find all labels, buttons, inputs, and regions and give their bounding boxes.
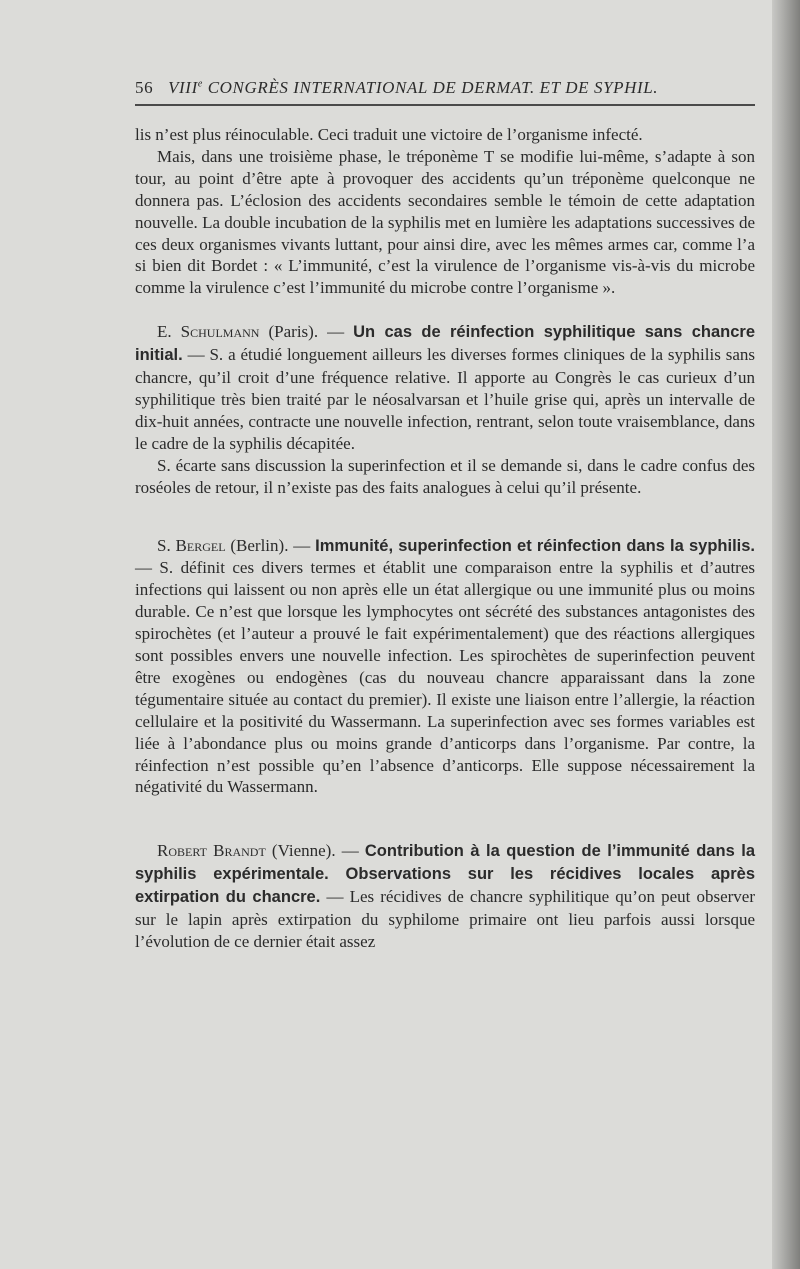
author-place: (Berlin). — (225, 535, 316, 555)
header-rule (135, 104, 755, 106)
running-title-sup: e (197, 78, 203, 90)
abstract-text: — Les récidives de chancre syphilitique qu’on peut observer sur le lapin après extirpation du syphilome primaire ont lieu parfois aussi lorsque l’évolution de ce dernier était assez (135, 887, 756, 951)
paragraph-continued: lis n’est plus réinoculable. Ceci traduit une victoire de l’organisme infecté. (135, 125, 643, 144)
abstract-title: Contribution à la question de l’immunité dans la syphilis expérimentale. Observations sur les récidives locales après extirpation du chancre. (135, 842, 755, 907)
author-name: Schulmann (180, 322, 260, 342)
author-place: (Paris). — (259, 322, 354, 342)
page-edge-shadow (772, 0, 800, 1269)
abstract-schulmann-cont: S. écarte sans discussion la superinfection et il se demande si, dans le cadre confus des roséoles de retour, il n’existe pas des faits analogues à celui qu’il présente. (135, 455, 755, 497)
running-title-rest: CONGRÈS INTERNATIONAL DE DERMAT. ET DE SYPHIL. (202, 78, 659, 97)
abstract-text: — S. a étudié longuement ailleurs les diverses formes cliniques de la syphilis sans chancre, qu’il croit d’une fréquence relative. Il apporte au Congrès le cas curieux d’un syphilitique très bien traité par le néosalvarsan et l’huile grise qui, après un intervalle de dix-huit années, contracte une nouvelle infection, rentrant, selon toute vraisemblance, dans le cadre de la syphilis décapitée. (135, 345, 755, 453)
abstract-bergel (135, 535, 755, 799)
author-initial: S. (157, 535, 176, 555)
paragraph-bordet: Mais, dans une troisième phase, le tréponème T se modifie lui-même, s’adapte à son tour, au point d’être apte à provoquer des accidents qu’un tréponème quelconque ne donnera pas. L’éclosion des accidents secondaires semble le témoin de cette adaptation nouvelle. La double incubation de la syphilis met en lumière les adaptations successives de ces deux organismes vivants luttant, pour ainsi dire, avec les mêmes armes car, comme l’a si bien dit Bordet : « L’immunité, c’est la virulence de l’organisme vis-à-vis du microbe comme la virulence c’est l’immunité du microbe contre l’organisme ». (135, 146, 755, 298)
author-name: Robert Brandt (157, 841, 266, 861)
author-place: (Vienne). — (265, 841, 365, 861)
abstract-text: — S. définit ces divers termes et établit une comparaison entre la syphilis et d’autres infections qui laissent ou non après elle un état allergique ou une immunité plus ou moins durable. Ce n’est que lorsque les lymphocytes ont sécrété des substances antagonistes des spirochètes (et l’auteur a prouvé le fait expérimentalement) que des réactions allergiques sont possibles envers une nouvelle infection. Les spirochètes de superinfection peuvent être exogènes ou endogènes (cas du nouveau chancre apparaissant dans la zone tégumentaire située au contact du premier). Il existe une liaison entre l’allergie, la réaction cellulaire et la positivité du Wassermann. La superinfection avec ses formes variables est liée à l’abondance plus ou moins grande d’anticorps dans l’organisme. Par contre, la réinfection n’est possible qu’en l’absence d’anticorps. Elle suppose nécessairement la négativité du Wassermann. (135, 558, 755, 797)
page-number: 56 (135, 78, 154, 97)
page-body (135, 124, 755, 953)
author-initial: E. (157, 322, 181, 342)
abstract-title: Un cas de réinfection syphilitique sans chancre initial. (135, 323, 756, 365)
author-name: Bergel (175, 535, 226, 555)
running-head (135, 78, 755, 98)
running-title (168, 78, 658, 97)
abstract-schulmann (135, 321, 755, 454)
running-title-prefix: VIII (168, 78, 198, 97)
abstract-brandt (135, 840, 755, 953)
abstract-title: Immunité, superinfection et réinfection dans la syphilis. (315, 536, 755, 555)
